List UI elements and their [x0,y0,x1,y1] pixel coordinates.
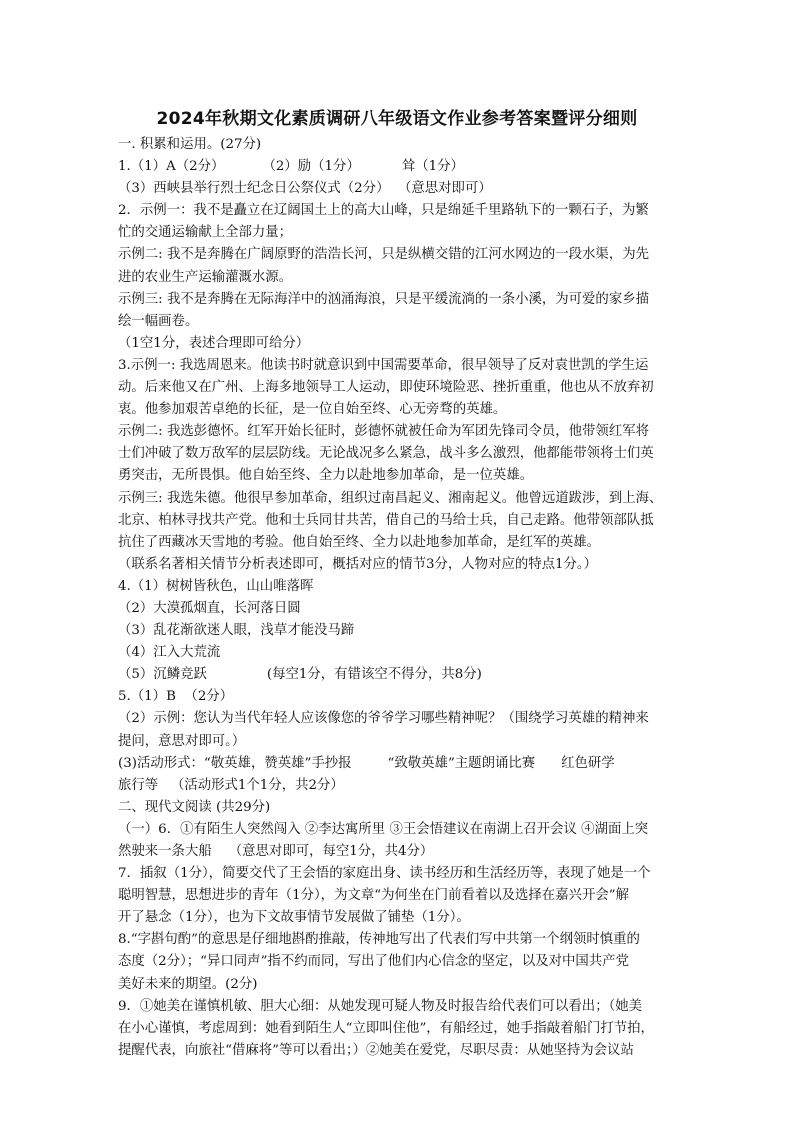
question-8-answer: 8.“字斟句酌”的意思是仔细地斟酌推敲，传神地写出了代表们写中共第一个纲领时慎重的 [118,932,640,948]
question-7-answer: 7．插叙（1分），简要交代了王会悟的家庭出身、读书经历和生活经历等，表现了她是一个 [118,866,651,882]
question-2-line: 忙的交通运输献上全部力量； [118,225,293,241]
question-2-line: 示例三: 我不是奔腾在无际海洋中的汹涌海浪，只是平缓流淌的一条小溪，为可爱的家乡描 [118,291,649,307]
answer-1-2a: （2）励（1分） [262,159,360,175]
question-4-answer: （3）乱花渐欲迷人眼，浅草才能没马蹄 [118,623,355,639]
question-3-line: 示例二: 我选彭德怀。红军开始长征时，彭德怀就被任命为军团先锋司令员，他带领红军将 [118,424,649,440]
question-3-line: 衷。他参加艰苦卓绝的长征，是一位自始至终、心无旁骛的英雄。 [118,402,507,418]
question-4-answer: （2）大漠孤烟直，长河落日圆 [118,600,301,616]
question-5-answer: （2）示例：您认为当代年轻人应该像您的爷爷学习哪些精神呢？（围绕学习英雄的精神来 [118,711,649,727]
question-6-answer: （一）6．①有陌生人突然闯入 ②李达寓所里 ③王会悟建议在南湖上召开会议 ④湖面上突 [118,821,649,837]
answer-1-2b: 耸（1分） [401,159,464,175]
question-8-answer: 美好未来的期望。(2分) [118,976,258,992]
question-9-answer: 9．①她美在谨慎机敏、胆大心细：从她发现可疑人物及时报告给代表们可以看出；（她美 [118,998,643,1014]
question-3-line: 动。后来他又在广州、上海多地领导工人运动，即使环境险恶、挫折重重，他也从不放弃初 [118,380,654,396]
document-title: 2024年秋期文化素质调研八年级语文作业参考答案暨评分细则 [156,109,638,129]
question-6-answer: 然驶来一条大船 （意思对即可，每空1分，共4分） [118,844,434,859]
question-3-line: 3.示例一: 我选周恩来。他读书时就意识到中国需要革命，很早领导了反对袁世凯的学生运 [118,357,649,373]
question-4-answer: 4.（1）树树皆秋色，山山唯落晖 [118,578,314,594]
question-2-line: 绘一幅画卷。 [118,313,199,329]
answer-1-1: 1.（1）A（2分） [118,159,225,175]
question-2-scoring-note: （1空1分，表述合理即可给分） [118,335,310,351]
question-3-scoring-note: （联系名著相关情节分析表述即可，概括对应的情节3分，人物对应的特点1分。） [118,556,598,572]
question-5-answer [118,753,680,775]
question-4-answer: （4）江入大荒流 [118,645,221,661]
question-7-answer: 开了悬念（1分），也为下文故事情节发展做了铺垫（1分）。 [118,910,470,926]
question-5-answer: 旅行等 （活动形式1个1分，共2分） [118,777,344,793]
activity-1: (3)活动形式：“敬英雄，赞英雄”手抄报 [118,755,352,771]
question-3-line: 示例三: 我选朱德。他很早参加革命，组织过南昌起义、湘南起义。他曾远道跋涉，到上海、 [118,490,663,506]
answer-1-3: （3）西峡县举行烈士纪念日公祭仪式（2分） （意思对即可） [118,181,492,197]
section-two-heading: 二、现代文阅读 (共29分) [118,799,271,815]
question-4-answer [118,664,680,686]
question-5-answer: 提问，意思对即可。） [118,733,246,749]
activity-3: 红色研学 [561,755,615,771]
question-1-answers [118,156,680,178]
question-3-line: 勇突击，无所畏惧。他自始至终、全力以赴地参加革命，是一位英雄。 [118,468,534,484]
question-3-line: 士们冲破了数万敌军的层层防线。无论战况多么紧急，战斗多么激烈，他都能带领将士们英 [118,446,654,462]
activity-2: “致敬英雄”主题朗诵比赛 [387,755,536,771]
section-one-heading: 一. 积累和运用。(27分) [118,137,262,152]
question-2-line: 2．示例一：我不是矗立在辽阔国土上的高大山峰，只是绵延千里路轨下的一颗石子，为繁 [118,203,649,219]
question-3-line: 抗住了西藏冰天雪地的考验。他自始至终、全力以赴地参加革命，是红军的英雄。 [118,534,601,550]
question-9-answer: 提醒代表，向旅社“借麻将”等可以看出；）②她美在爱党，尽职尽责：从她坚持为会议站 [118,1042,634,1058]
answer-4-5: （5）沉鳞竞跃 [118,667,207,683]
question-5-answer: 5.（1）B （2分） [118,689,234,705]
question-2-line: 进的农业生产运输灌溉水源。 [118,269,293,285]
question-4-scoring-note: (每空1分，有错该空不得分，共8分) [266,667,482,683]
question-9-answer: 在小心谨慎，考虑周到：她看到陌生人“立即叫住他”，有船经过，她手指敲着船门打节拍， [118,1020,654,1036]
question-2-line: 示例二: 我不是奔腾在广阔原野的浩浩长河，只是纵横交错的江河水网边的一段水渠，为先 [118,247,649,263]
document-body [118,134,680,1062]
question-3-line: 北京、柏林寻找共产党。他和士兵同甘共苦，借自己的马给士兵，自己走路。他带领部队抵 [118,512,654,528]
question-7-answer: 聪明智慧，思想进步的青年（1分），为文章“为何坐在门前看着以及选择在嘉兴开会”解 [118,888,629,904]
question-8-answer: 态度（2分）；“异口同声”指不约而同，写出了他们内心信念的坚定，以及对中国共产党 [118,954,629,970]
